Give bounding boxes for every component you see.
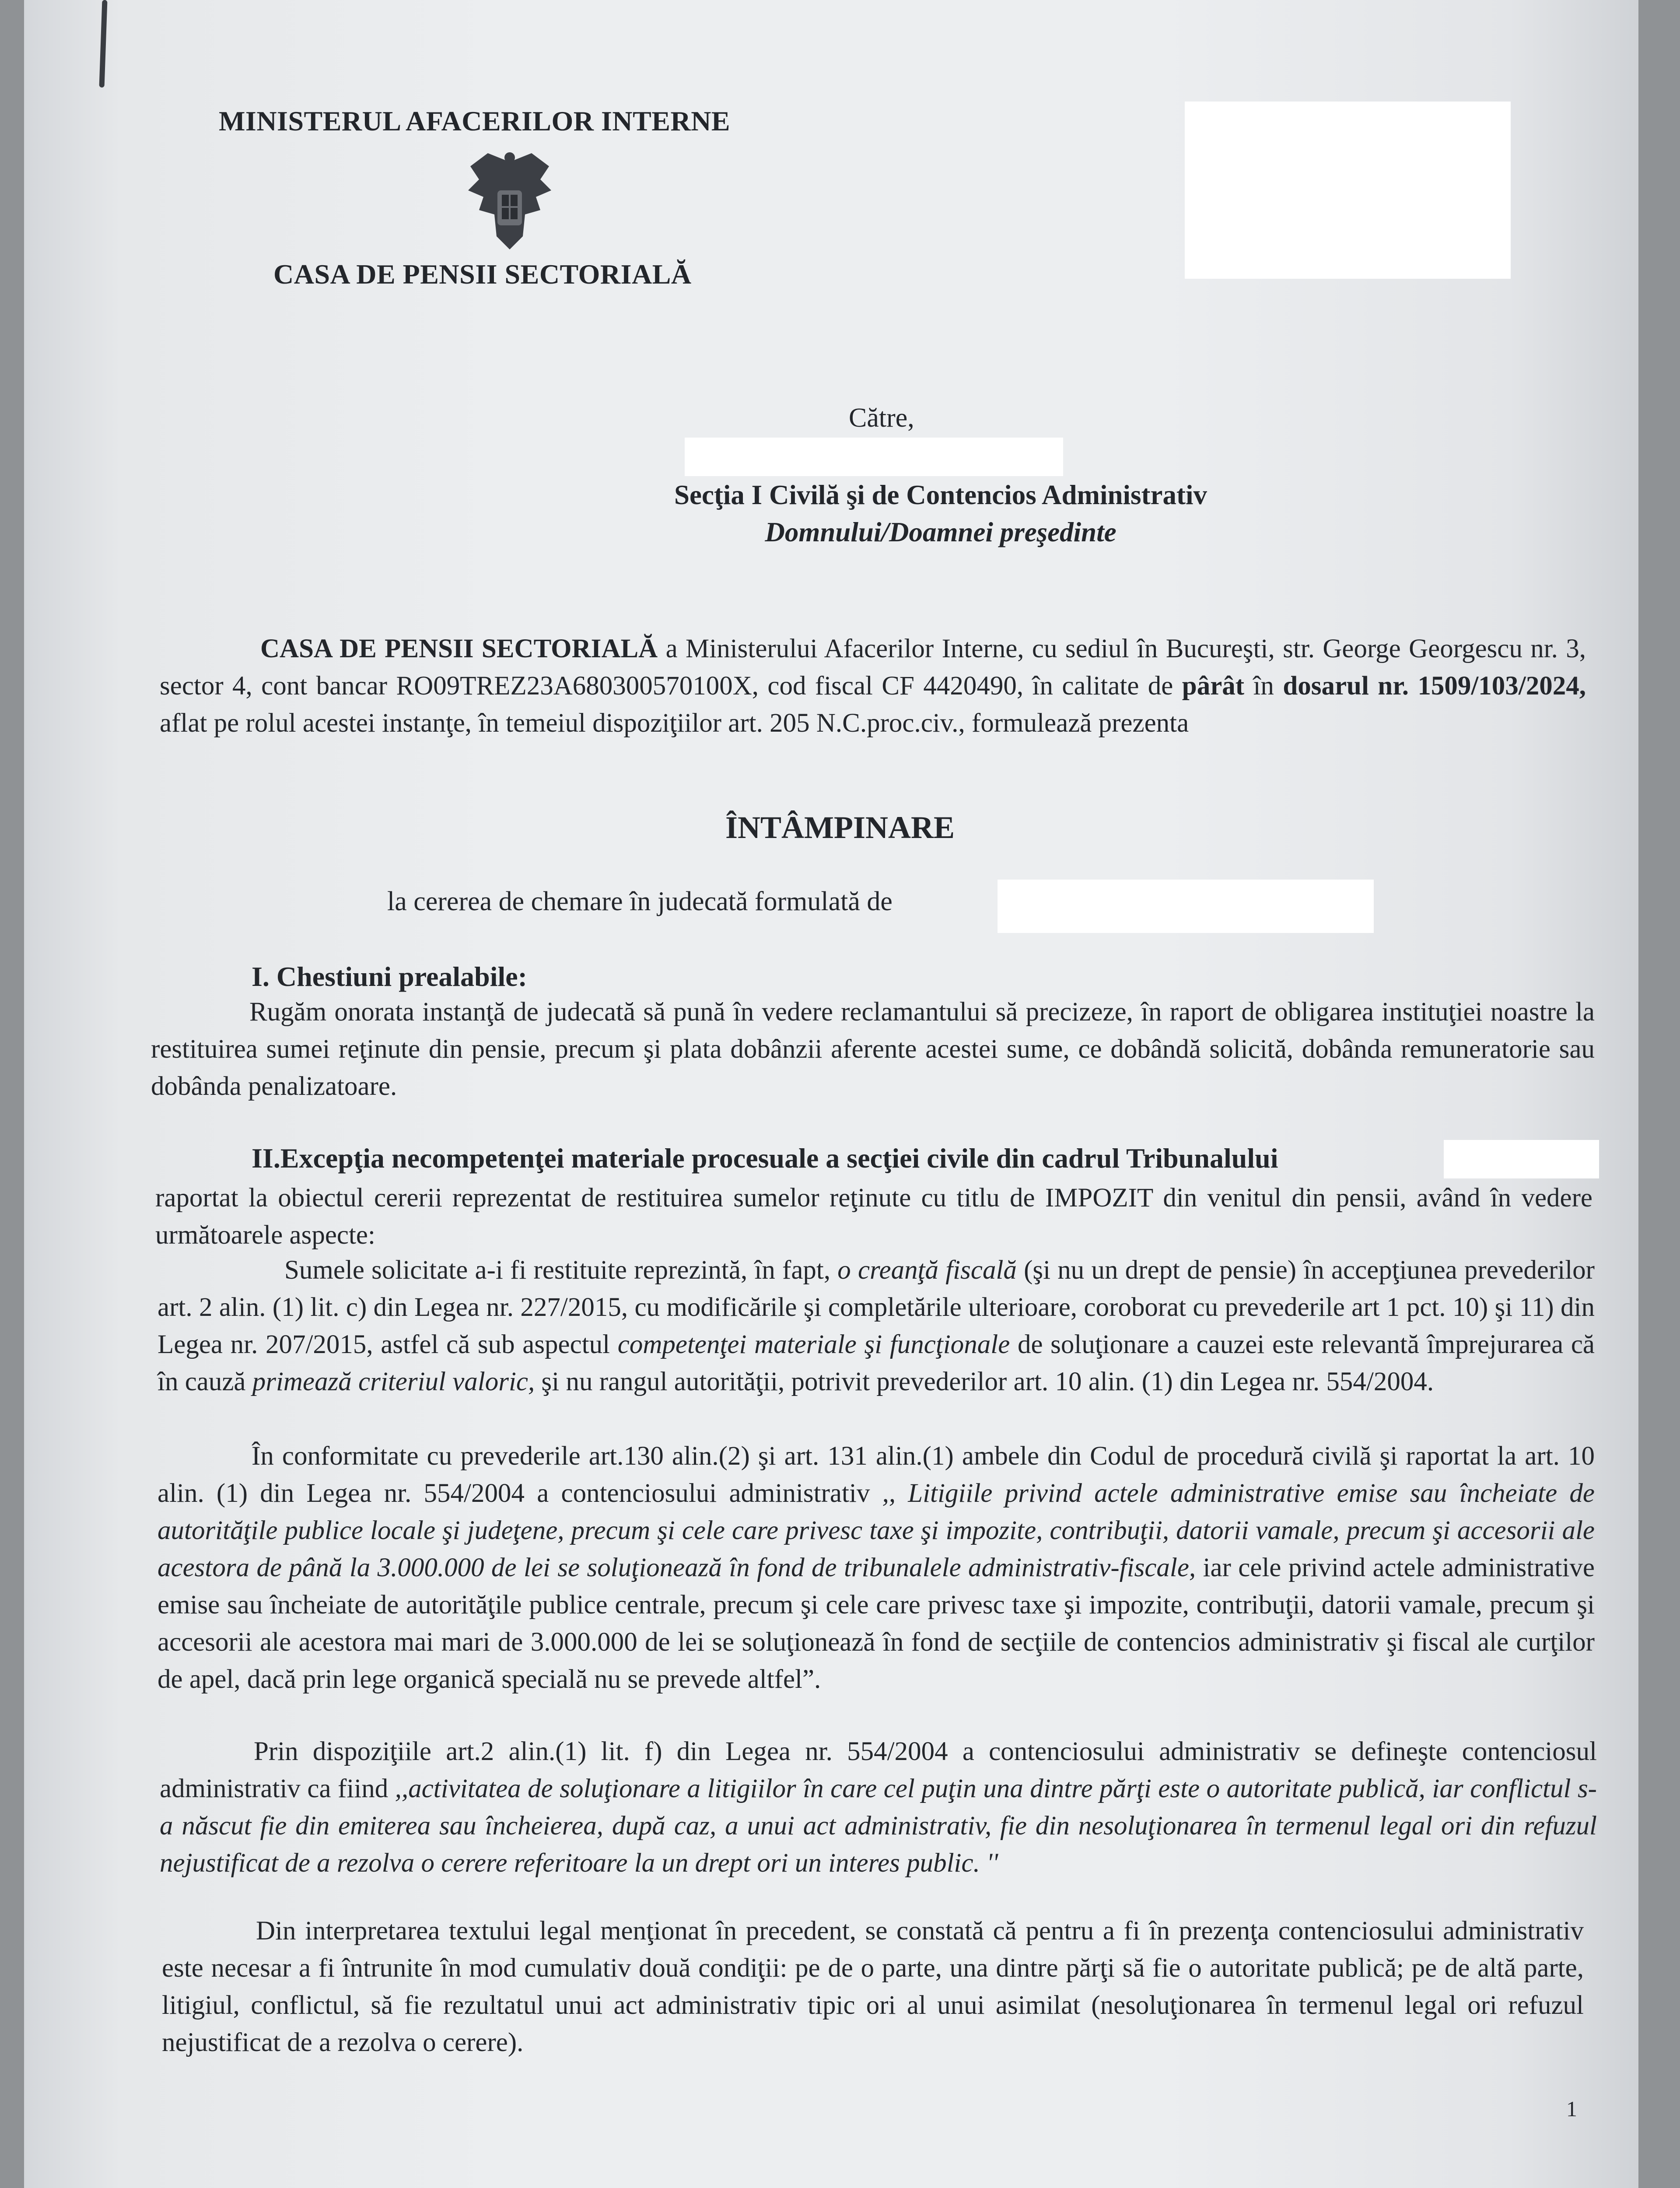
p1-text-g: şi nu rangul autorităţii, potrivit prevederilor art. 10 alin. (1) din Legea nr. 554/2004. (535, 1367, 1434, 1396)
section1-body: Rugăm onorata instanţă de judecată să pună în vedere reclamantului să precizeze, în raport de obligarea instituţiei noastre la restituirea sumei reţinute din pensie, precum şi plata dobânzii aferente acestei sume, ce dobândă solicită, dobânda remuneratorie sau dobânda penalizatoare. (151, 997, 1595, 1101)
intro-role: pârât (1182, 671, 1245, 701)
section2-paragraph-1 (158, 1252, 1595, 1400)
intro-text-2: în (1244, 671, 1283, 701)
section2-paragraph-2 (158, 1438, 1595, 1698)
addressee-section: Secţia I Civilă şi de Contencios Administrativ (674, 480, 1207, 510)
p2-text-c: iar cele privind actele administrative emise sau încheiate de autorităţile publice centrale, precum şi cele care privesc taxe şi impozite, contribuţii, datorii vamale, precum şi accesorii ale acestora mai mari de 3.000.000 de lei se soluţionează în fond de secţiile de contencios administrativ şi fiscal ale curţilor de apel, dacă prin lege organică specială nu se prevede altfel”. (158, 1553, 1595, 1694)
redacted-court-name (685, 438, 1063, 476)
case-number: dosarul nr. 1509/103/2024, (1283, 671, 1586, 701)
p3-text-a: Prin dispoziţiile art.2 alin.(1) lit. f) din Legea nr. 554/2004 a contenciosului administrativ se defineşte contenciosul administrativ ca fiind (160, 1737, 1597, 1803)
intro-text-3: aflat pe rolul acestei instanţe, în temeiul dispoziţiilor art. 205 N.C.proc.civ., formulează prezenta (160, 708, 1189, 738)
section2-intro: raportat la obiectul cererii reprezentat de restituirea sumelor reţinute cu titlu de IMPOZIT din venitul din pensii, având în vedere următoarele aspecte: (155, 1183, 1592, 1250)
p3-quote-b: ,,activitatea de soluţionare a litigiilor în care cel puţin una dintre părţi este o autoritate publică, iar conflictul s-a născut fie din emiterea sau încheierea, după caz, a unui act administrativ, fie din nesoluţionarea în termenul legal ori din refuzul nejustificat de a rezolva o cerere referitoare la un drept ori un interes public. '' (160, 1774, 1597, 1878)
p1-text-c: (şi nu un drept de pensie) în accepţiunea prevederilor art. 2 alin. (1) lit. c) din Legea nr. 227/2015, cu modificările şi completările ulterioare, coroborat cu prevederile art 1 pct. 10) şi 11) din Legea nr. 207/2015, astfel că sub aspectul (158, 1255, 1595, 1359)
p1-emph-b: o creanţă fiscală (837, 1255, 1017, 1285)
document-title: ÎNTÂMPINARE (725, 810, 955, 845)
section2-title: II.Excepţia necompetenţei materiale procesuale a secţiei civile din cadrul Tribunalului (252, 1143, 1278, 1174)
section2-paragraph-3 (160, 1733, 1597, 1882)
page-number: 1 (1566, 2097, 1577, 2121)
redacted-plaintiff-name (998, 880, 1374, 933)
ministry-name: MINISTERUL AFACERILOR INTERNE (219, 105, 731, 137)
section1-title: I. Chestiuni prealabile: (252, 961, 527, 992)
institution-name-inline: CASA DE PENSII SECTORIALĂ (260, 634, 658, 663)
document-subtitle: la cererea de chemare în judecată formulată de (387, 887, 892, 916)
romanian-coat-of-arms-icon (462, 149, 558, 254)
p1-text-e: de soluţionare a cauzei este relevantă împrejurarea că în cauză (158, 1330, 1595, 1396)
addressee-to: Către, (849, 403, 914, 433)
redacted-tribunal-name (1444, 1140, 1599, 1178)
redacted-block (1185, 102, 1511, 279)
p1-text-a: Sumele solicitate a-i fi restituite reprezintă, în fapt, (284, 1255, 838, 1285)
p1-emph-f: primează criteriul valoric, (252, 1367, 535, 1396)
section2-paragraph-4: Din interpretarea textului legal menţionat în precedent, se constată că pentru a fi în prezenţa contenciosului administrativ este necesar a fi întrunite în mod cumulativ două condiţii: pe de o parte, una dintre părţi să fie o autoritate publică; pe de altă parte, litigiul, conflictul, să fie rezultatul unui act administrativ tipic ori al unui asimilat (nesoluţionarea în termenul legal ori refuzul nejustificat de a rezolva o cerere). (162, 1916, 1584, 2057)
addressee-president: Domnului/Doamnei preşedinte (765, 517, 1116, 547)
p2-quote-b: ,, Litigiile privind actele administrative emise sau încheiate de autorităţile publice locale şi judeţene, precum şi cele care privesc taxe şi impozite, contribuţii, datorii vamale, precum şi accesorii ale acestora de până la 3.000.000 de lei se soluţionează în fond de tribunalele administrativ-fiscale, (158, 1479, 1595, 1582)
p2-text-a: În conformitate cu prevederile art.130 alin.(2) şi art. 131 alin.(1) ambele din Codul de procedură civilă şi raportat la art. 10 alin. (1) din Legea nr. 554/2004 a contenciosului administrativ (158, 1441, 1595, 1508)
intro-text-1: a Ministerului Afacerilor Interne, cu sediul în Bucureşti, str. George Georgescu nr. 3, sector 4, cont bancar RO09TREZ23A680300570100X, cod fiscal CF 4420490, în calitate de (160, 634, 1586, 701)
intro-paragraph (160, 630, 1586, 742)
institution-name: CASA DE PENSII SECTORIALĂ (273, 259, 692, 290)
p1-emph-d: competenţei materiale şi funcţionale (617, 1330, 1010, 1359)
